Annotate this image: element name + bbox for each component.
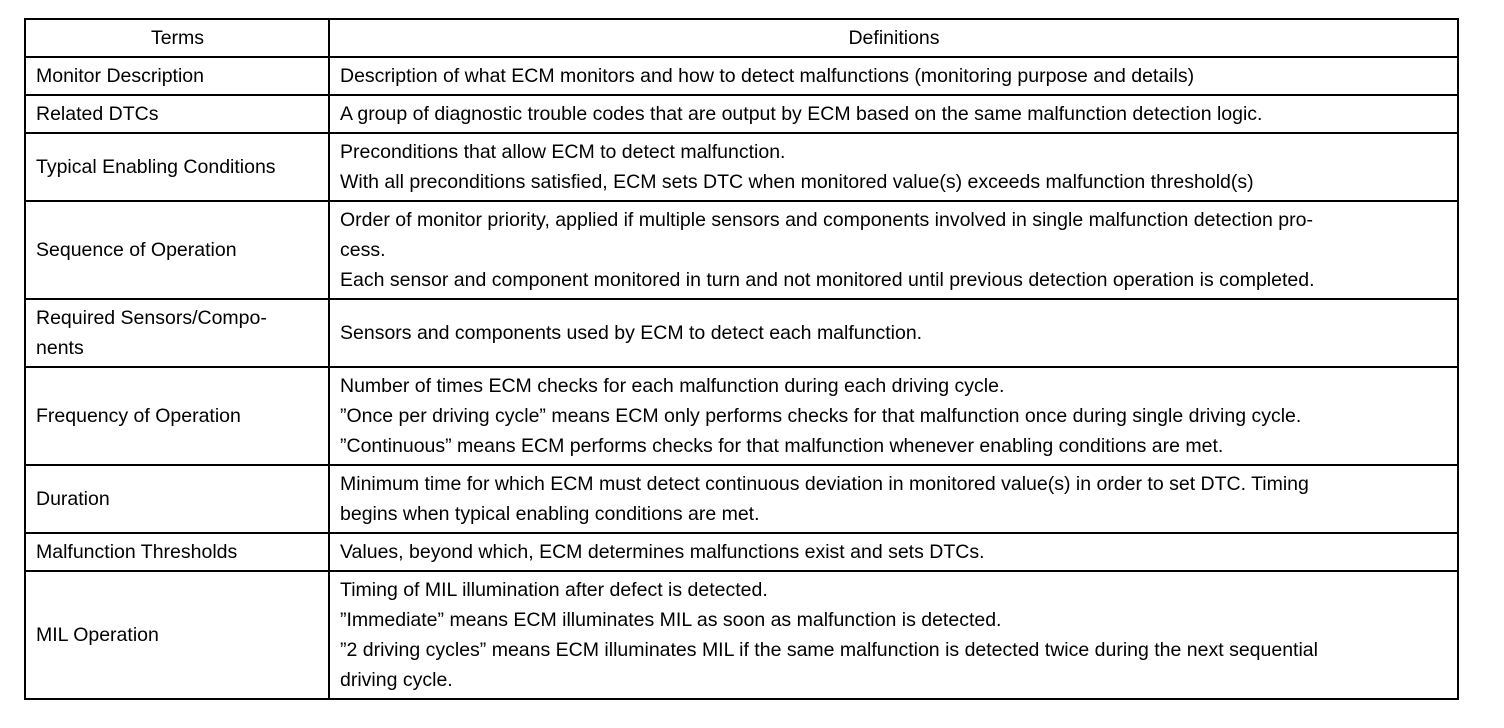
term-cell	[25, 57, 329, 95]
header-definitions: Definitions	[329, 19, 1458, 57]
definition-text: ”Continuous” means ECM performs checks for that malfunction whenever enabling conditions are met.	[340, 435, 1224, 457]
table-row	[25, 133, 1458, 201]
term-cell	[25, 299, 329, 367]
table-row	[25, 201, 1458, 299]
table-row	[25, 367, 1458, 465]
definition-cell	[329, 533, 1458, 571]
definition-text: ”Immediate” means ECM illuminates MIL as soon as malfunction is detected.	[340, 609, 1002, 631]
term-text: nents	[36, 337, 84, 359]
term-text: MIL Operation	[36, 624, 159, 646]
header-terms: Terms	[25, 19, 329, 57]
definition-text: With all preconditions satisfied, ECM sets DTC when monitored value(s) exceeds malfunction threshold(s)	[340, 171, 1254, 193]
definition-text: Timing of MIL illumination after defect is detected.	[340, 579, 768, 601]
definition-text: Minimum time for which ECM must detect continuous deviation in monitored value(s) in order to set DTC. Timing	[340, 473, 1309, 495]
term-cell	[25, 133, 329, 201]
definition-text: Each sensor and component monitored in turn and not monitored until previous detection operation is completed.	[340, 269, 1315, 291]
definition-cell	[329, 133, 1458, 201]
term-text: Related DTCs	[36, 103, 159, 125]
definition-text: Values, beyond which, ECM determines malfunctions exist and sets DTCs.	[340, 541, 985, 563]
definition-cell	[329, 299, 1458, 367]
table-row	[25, 57, 1458, 95]
term-cell	[25, 367, 329, 465]
table-row	[25, 571, 1458, 699]
definition-cell	[329, 57, 1458, 95]
definition-cell	[329, 465, 1458, 533]
table-row	[25, 533, 1458, 571]
term-text: Malfunction Thresholds	[36, 541, 238, 563]
definition-text: Preconditions that allow ECM to detect malfunction.	[340, 141, 786, 163]
term-text: Duration	[36, 488, 110, 510]
definition-cell	[329, 367, 1458, 465]
term-cell	[25, 95, 329, 133]
term-cell	[25, 533, 329, 571]
table-row	[25, 299, 1458, 367]
definition-text: driving cycle.	[340, 669, 453, 691]
definition-cell	[329, 201, 1458, 299]
definition-text: Sensors and components used by ECM to detect each malfunction.	[340, 322, 923, 344]
definition-text: Order of monitor priority, applied if multiple sensors and components involved in single malfunction detection pro-	[340, 209, 1313, 231]
definition-text: ”Once per driving cycle” means ECM only performs checks for that malfunction once during single driving cycle.	[340, 405, 1302, 427]
term-text: Monitor Description	[36, 65, 204, 87]
terms-definitions-table	[24, 18, 1459, 700]
definition-text: Description of what ECM monitors and how to detect malfunctions (monitoring purpose and details)	[340, 65, 1195, 87]
term-text: Typical Enabling Conditions	[36, 156, 276, 178]
definition-text: ”2 driving cycles” means ECM illuminates MIL if the same malfunction is detected twice during the next sequential	[340, 639, 1318, 661]
definition-text: Number of times ECM checks for each malfunction during each driving cycle.	[340, 375, 1005, 397]
definition-cell	[329, 571, 1458, 699]
term-text: Frequency of Operation	[36, 405, 241, 427]
term-text: Sequence of Operation	[36, 239, 237, 261]
term-cell	[25, 571, 329, 699]
definition-text: begins when typical enabling conditions are met.	[340, 503, 760, 525]
definition-text: cess.	[340, 239, 386, 261]
definition-text: A group of diagnostic trouble codes that are output by ECM based on the same malfunction detection logic.	[340, 103, 1263, 125]
term-cell	[25, 201, 329, 299]
table-row	[25, 465, 1458, 533]
definition-cell	[329, 95, 1458, 133]
table-row	[25, 95, 1458, 133]
term-text: Required Sensors/Compo-	[36, 307, 267, 329]
term-cell	[25, 465, 329, 533]
header-row	[25, 19, 1458, 57]
